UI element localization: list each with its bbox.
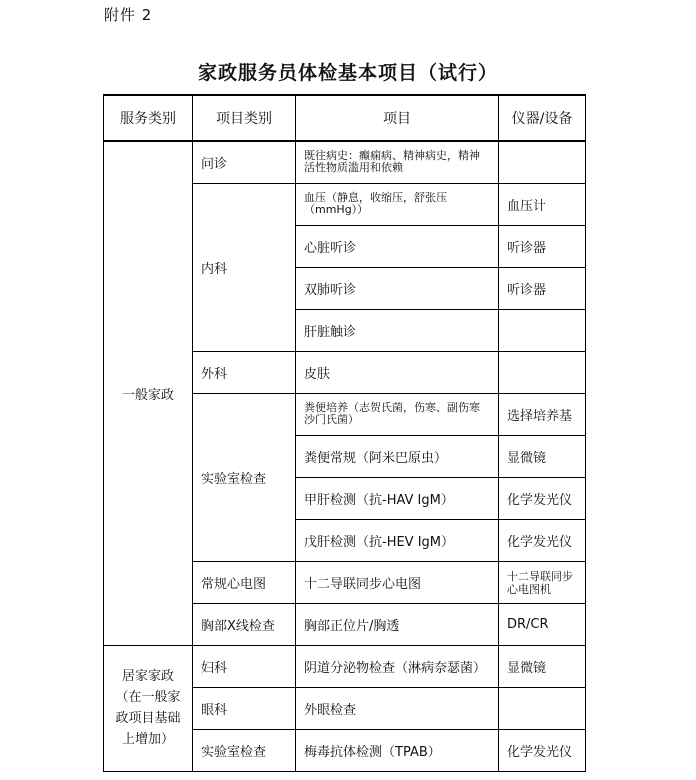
item-cell: 甲肝检测（抗-HAV IgM） [296, 477, 499, 519]
item-category-eye: 眼科 [193, 687, 296, 729]
table-row [104, 141, 586, 183]
device-cell: 化学发光仪 [499, 519, 586, 561]
device-cell: 显微镜 [499, 435, 586, 477]
device-cell: 显微镜 [499, 645, 586, 687]
device-cell [499, 351, 586, 393]
item-cell: 皮肤 [296, 351, 499, 393]
item-cell: 既往病史：癫痫病、精神病史，精神活性物质滥用和依赖 [296, 141, 499, 183]
item-cell: 阴道分泌物检查（淋病奈瑟菌） [296, 645, 499, 687]
device-cell [499, 561, 586, 603]
device-cell: 听诊器 [499, 225, 586, 267]
device-cell: 听诊器 [499, 267, 586, 309]
device-cell: 化学发光仪 [499, 477, 586, 519]
home-category-line: 政项目基础 [115, 711, 181, 726]
item-category-ecg: 常规心电图 [193, 561, 296, 603]
home-category-line: 居家家政 [121, 669, 174, 684]
exam-items-table [103, 94, 586, 772]
table-row [104, 645, 586, 687]
device-cell: 选择培养基 [499, 393, 586, 435]
item-category-lab2: 实验室检查 [193, 729, 296, 771]
item-cell: 心脏听诊 [296, 225, 499, 267]
device-cell [499, 141, 586, 183]
service-category-general: 一般家政 [104, 141, 193, 645]
item-cell: 梅毒抗体检测（TPAB） [296, 729, 499, 771]
device-cell: DR/CR [499, 603, 586, 645]
item-category-internal: 内科 [193, 183, 296, 351]
header-item: 项目 [296, 95, 499, 141]
item-cell: 戊肝检测（抗-HEV IgM） [296, 519, 499, 561]
document-title: 家政服务员体检基本项目（试行） [197, 62, 498, 84]
item-category-gyn: 妇科 [193, 645, 296, 687]
item-cell: 肝脏触诊 [296, 309, 499, 351]
item-category-xray: 胸部X线检查 [193, 603, 296, 645]
device-cell [499, 309, 586, 351]
item-category-lab: 实验室检查 [193, 393, 296, 561]
device-cell: 血压计 [499, 183, 586, 225]
header-service-category: 服务类别 [104, 95, 193, 141]
device-cell [499, 687, 586, 729]
item-category-inquiry: 问诊 [193, 141, 296, 183]
table-header-row [104, 95, 586, 141]
item-cell: 粪便培养（志贺氏菌，伤寒、副伤寒沙门氏菌） [296, 393, 499, 435]
header-device: 仪器/设备 [499, 95, 586, 141]
item-cell: 血压（静息，收缩压，舒张压（mmHg）） [296, 183, 499, 225]
item-cell: 胸部正位片/胸透 [296, 603, 499, 645]
item-cell: 粪便常规（阿米巴原虫） [296, 435, 499, 477]
header-item-category: 项目类别 [193, 95, 296, 141]
item-cell: 外眼检查 [296, 687, 499, 729]
item-category-surgery: 外科 [193, 351, 296, 393]
item-cell: 双肺听诊 [296, 267, 499, 309]
device-cell: 化学发光仪 [499, 729, 586, 771]
home-category-line: 上增加） [121, 732, 174, 747]
attachment-label: 附件 2 [104, 6, 153, 24]
device-text: 十二导联同步心电图机 [507, 569, 573, 596]
service-category-home [104, 645, 193, 771]
home-category-line: （在一般家 [115, 690, 181, 705]
item-cell: 十二导联同步心电图 [296, 561, 499, 603]
